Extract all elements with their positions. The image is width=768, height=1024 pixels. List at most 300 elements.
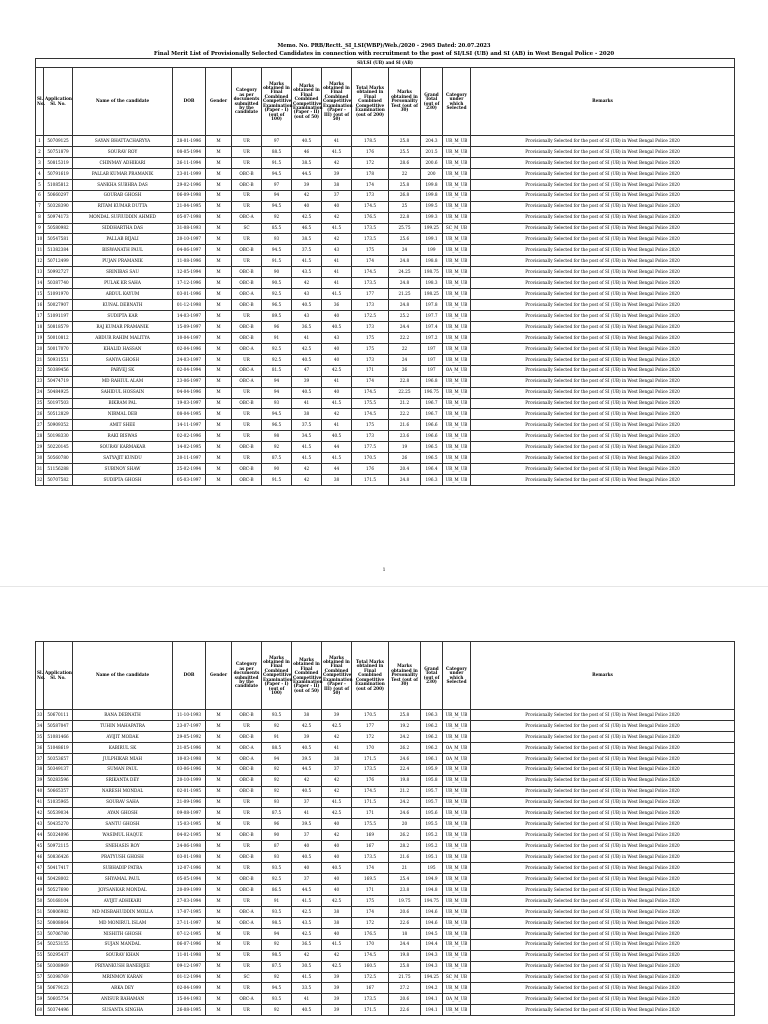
table-cell: 91.5 [262, 475, 292, 486]
table-cell: 196.3 [421, 475, 443, 486]
table-cell: 38 [292, 409, 322, 420]
table-row [36, 753, 735, 764]
table-row [36, 830, 735, 841]
table-cell: 173.5 [352, 852, 389, 863]
table-cell: 41 [322, 267, 352, 278]
table-cell: 05-07-1998 [173, 212, 206, 223]
table-row [36, 819, 735, 830]
table-cell: 167 [352, 841, 389, 852]
table-cell: 169 [352, 830, 389, 841]
table-row [36, 906, 735, 917]
merit-list-table [35, 641, 735, 1016]
table-cell: 44.5 [292, 885, 322, 896]
table-cell: 11-10-1993 [173, 710, 206, 721]
table-cell: M [206, 972, 232, 983]
table-cell: Provisionally Selected for the post of SI (UB) in West Bengal Police 2020 [471, 753, 735, 764]
table-cell: 38 [322, 753, 352, 764]
table-cell: UR_M_UB [443, 234, 471, 245]
table-cell: 27.2 [389, 983, 421, 994]
table-cell: UR_M_UB [443, 136, 471, 147]
table-cell: 50815319 [44, 157, 73, 168]
table-cell: 175.5 [352, 819, 389, 830]
table-cell: UR_M_UB [443, 983, 471, 994]
table-row [36, 453, 735, 464]
table-cell: 97 [262, 179, 292, 190]
table-cell: 24-06-1998 [173, 841, 206, 852]
table-cell: UR [232, 146, 262, 157]
table-cell: 94.5 [262, 983, 292, 994]
table-cell: M [206, 917, 232, 928]
column-header: Category under which Selected [443, 642, 471, 710]
table-cell: 25 [389, 201, 421, 212]
table-cell: 31 [36, 464, 44, 475]
table-cell: 04-06-1997 [173, 245, 206, 256]
table-cell: 50836426 [44, 852, 73, 863]
table-row [36, 464, 735, 475]
table-cell: 176 [352, 146, 389, 157]
table-cell: 173 [352, 190, 389, 201]
table-cell: SUJAN MANDAL [73, 939, 173, 950]
table-cell: 196.6 [421, 420, 443, 431]
table-cell: 02-01-1995 [173, 786, 206, 797]
table-cell: OBC-B [232, 852, 262, 863]
table-cell: Provisionally Selected for the post of SI (UB) in West Bengal Police 2020 [471, 764, 735, 775]
table-cell: 07-12-1995 [173, 928, 206, 939]
table-cell: KABIRUL SK [73, 742, 173, 753]
table-cell: UR_M_UB [443, 950, 471, 961]
table-cell: Provisionally Selected for the post of SI (UB) in West Bengal Police 2020 [471, 475, 735, 486]
table-row [36, 797, 735, 808]
column-header: DOB [173, 68, 206, 136]
table-cell: Provisionally Selected for the post of SI (UB) in West Bengal Police 2020 [471, 895, 735, 906]
table-row [36, 343, 735, 354]
table-group-header: SI/LSI (UB) and SI (AB) [36, 59, 735, 68]
table-cell: SAYAN BHATTACHARYYA [73, 136, 173, 147]
table-cell: M [206, 475, 232, 486]
table-row [36, 885, 735, 896]
table-cell: PALLAB KUMAR PRAMANIK [73, 168, 173, 179]
table-cell: NIRMAL DEB [73, 409, 173, 420]
table-cell: 196.6 [421, 431, 443, 442]
table-cell: OBC-B [232, 442, 262, 453]
table-cell: NARESH MONDAL [73, 786, 173, 797]
table-cell: UR [232, 431, 262, 442]
table-cell: Provisionally Selected for the post of SI (UB) in West Bengal Police 2020 [471, 961, 735, 972]
table-cell: 174 [352, 179, 389, 190]
table-cell: 178 [352, 168, 389, 179]
table-cell: 14-02-1995 [173, 442, 206, 453]
table-cell: 87 [262, 841, 292, 852]
table-cell: 29 [36, 442, 44, 453]
table-cell: Provisionally Selected for the post of SI (UB) in West Bengal Police 2020 [471, 906, 735, 917]
table-cell: 25.4 [389, 874, 421, 885]
table-cell: 43 [36, 819, 44, 830]
table-cell: 92.5 [262, 289, 292, 300]
table-cell: 194.4 [421, 939, 443, 950]
column-header: Grand Total (out of 230) [421, 68, 443, 136]
table-cell: Provisionally Selected for the post of SI (UB) in West Bengal Police 2020 [471, 300, 735, 311]
table-cell: M [206, 365, 232, 376]
table-cell: UR [232, 819, 262, 830]
table-cell: 40.5 [292, 852, 322, 863]
table-cell: M [206, 168, 232, 179]
table-cell: 42 [322, 775, 352, 786]
table-cell: 10 [36, 234, 44, 245]
column-header: Name of the candidate [73, 642, 173, 710]
table-cell: UR [232, 201, 262, 212]
table-cell: M [206, 939, 232, 950]
table-cell: 40.5 [322, 863, 352, 874]
table-cell: 196.7 [421, 398, 443, 409]
table-cell: M [206, 874, 232, 885]
table-cell: 20.6 [389, 994, 421, 1005]
table-cell: M [206, 136, 232, 147]
table-cell: 50818579 [44, 321, 73, 332]
table-cell: 92.5 [262, 874, 292, 885]
table-cell: 50587047 [44, 720, 73, 731]
table-row [36, 720, 735, 731]
table-cell: 21 [36, 354, 44, 365]
table-cell: 174 [352, 256, 389, 267]
table-cell: 170 [352, 939, 389, 950]
table-cell: Provisionally Selected for the post of SI (UB) in West Bengal Police 2020 [471, 950, 735, 961]
table-cell: M [206, 852, 232, 863]
table-cell: TUHIN MAHAPATRA [73, 720, 173, 731]
table-cell: 02-04-1994 [173, 365, 206, 376]
table-cell: 42.5 [292, 928, 322, 939]
table-row [36, 212, 735, 223]
table-cell: 94 [262, 753, 292, 764]
table-cell: OBC-B [232, 168, 262, 179]
table-cell: 177 [352, 720, 389, 731]
table-cell: 41.5 [322, 939, 352, 950]
table-cell: 60 [36, 1005, 44, 1016]
table-row [36, 939, 735, 950]
table-cell: 173.5 [352, 223, 389, 234]
table-cell: 197.7 [421, 311, 443, 322]
table-row [36, 136, 735, 147]
table-cell: OBC-A [232, 343, 262, 354]
table-cell: 58 [36, 983, 44, 994]
table-cell: 3 [36, 157, 44, 168]
table-cell: UR_M_UB [443, 808, 471, 819]
table-cell: 51091970 [44, 289, 73, 300]
table-cell: 40 [322, 885, 352, 896]
table-row [36, 950, 735, 961]
table-cell: 41.5 [322, 453, 352, 464]
table-cell: UR [232, 1005, 262, 1016]
table-cell: UR [232, 961, 262, 972]
table-cell: OA_M_UB [443, 753, 471, 764]
table-cell: 197 [421, 343, 443, 354]
table-cell: 50283596 [44, 775, 73, 786]
table-cell: UR_M_UB [443, 201, 471, 212]
table-cell: Provisionally Selected for the post of SI (UB) in West Bengal Police 2020 [471, 332, 735, 343]
table-cell: 11-08-1996 [173, 256, 206, 267]
table-cell: 23.8 [389, 885, 421, 896]
table-cell: 25 [36, 398, 44, 409]
table-cell: Provisionally Selected for the post of SI (UB) in West Bengal Police 2020 [471, 179, 735, 190]
table-cell: 25.8 [389, 179, 421, 190]
table-cell: Provisionally Selected for the post of SI (UB) in West Bengal Police 2020 [471, 201, 735, 212]
table-cell: Provisionally Selected for the post of SI (UB) in West Bengal Police 2020 [471, 464, 735, 475]
table-cell: 50398769 [44, 972, 73, 983]
table-cell: 50417417 [44, 863, 73, 874]
table-cell: 24 [389, 245, 421, 256]
table-cell: 08-04-1995 [173, 409, 206, 420]
table-cell: AVIJIT MODAK [73, 731, 173, 742]
table-cell: M [206, 245, 232, 256]
table-cell: 195.7 [421, 786, 443, 797]
table-cell: 42 [292, 775, 322, 786]
table-cell: 196.2 [421, 731, 443, 742]
table-cell: OBC-B [232, 332, 262, 343]
table-cell: OBC-A [232, 994, 262, 1005]
table-cell: 27-11-1997 [173, 917, 206, 928]
column-header: Marks obtained in Final Combined Competitive Examination (Paper - I) (out of 100) [262, 642, 292, 710]
table-cell: 93.5 [262, 906, 292, 917]
table-cell: 92.5 [262, 354, 292, 365]
table-cell: 33.5 [292, 983, 322, 994]
table-cell: UR_M_UB [443, 442, 471, 453]
table-cell: SUSANTA SINGHA [73, 1005, 173, 1016]
table-cell: UR [232, 720, 262, 731]
table-cell: 89.5 [262, 311, 292, 322]
table-cell: 173 [352, 321, 389, 332]
table-cell: 199.8 [421, 190, 443, 201]
table-cell: UR [232, 136, 262, 147]
table-cell: UR_M_UB [443, 409, 471, 420]
table-cell: 20 [36, 343, 44, 354]
table-cell: ARKA DEY [73, 983, 173, 994]
table-cell: 4 [36, 168, 44, 179]
table-cell: UR [232, 863, 262, 874]
table-cell: SOURAV SAHA [73, 797, 173, 808]
table-cell: 26 [389, 365, 421, 376]
table-cell: 175.5 [352, 398, 389, 409]
table-cell: 43 [322, 332, 352, 343]
table-cell: 196.8 [421, 376, 443, 387]
table-cell: 08-05-1994 [173, 146, 206, 157]
table-cell: 41 [322, 136, 352, 147]
table-cell: 42.5 [322, 961, 352, 972]
memo-line: Memo. No. PRB/Rectt._SI_LSI(WBP)/Web./2020 - 2965 Dated: 20.07.2023 [277, 43, 491, 49]
table-cell: 42 [322, 212, 352, 223]
table-cell: 50324096 [44, 830, 73, 841]
table-cell: 25.8 [389, 961, 421, 972]
table-cell: 23 [36, 376, 44, 387]
table-cell: 51091197 [44, 311, 73, 322]
column-header: Grand Total (out of 230) [421, 642, 443, 710]
table-cell: OBC-B [232, 885, 262, 896]
table-cell: 20-10-1999 [173, 775, 206, 786]
table-cell: UR_M_UB [443, 961, 471, 972]
table-cell: 195.5 [421, 819, 443, 830]
table-cell: 50253155 [44, 939, 73, 950]
table-cell: 171 [352, 885, 389, 896]
table-cell: 92 [262, 786, 292, 797]
table-cell: Provisionally Selected for the post of SI (UB) in West Bengal Police 2020 [471, 245, 735, 256]
table-cell: 40 [322, 354, 352, 365]
table-cell: 41.5 [292, 972, 322, 983]
table-cell: 16 [36, 300, 44, 311]
table-cell: 50974173 [44, 212, 73, 223]
table-cell: 17 [36, 311, 44, 322]
table-cell: 01-12-1994 [173, 972, 206, 983]
table-cell: 39 [322, 168, 352, 179]
table-cell: M [206, 387, 232, 398]
table-cell: M [206, 950, 232, 961]
table-cell: 51081466 [44, 731, 73, 742]
table-cell: 90 [262, 830, 292, 841]
table-cell: 94.5 [262, 245, 292, 256]
table-cell: 50972115 [44, 841, 73, 852]
table-cell: 24.4 [389, 939, 421, 950]
table-cell: UR_M_UB [443, 376, 471, 387]
table-cell: Provisionally Selected for the post of SI (UB) in West Bengal Police 2020 [471, 852, 735, 863]
column-header: Total Marks obtained in Final Combined Competitive Examination (out of 200) [352, 68, 389, 136]
table-cell: 50706780 [44, 928, 73, 939]
table-cell: 199.8 [421, 179, 443, 190]
table-cell: 47 [292, 365, 322, 376]
table-row [36, 764, 735, 775]
table-cell: SOURAV ROY [73, 146, 173, 157]
table-cell: Provisionally Selected for the post of SI (UB) in West Bengal Police 2020 [471, 928, 735, 939]
table-row [36, 852, 735, 863]
table-cell: 40.5 [322, 321, 352, 332]
table-row [36, 786, 735, 797]
table-cell: SANTU GHOSH [73, 819, 173, 830]
table-cell: 93.5 [262, 710, 292, 721]
table-cell: UR [232, 256, 262, 267]
table-cell: SUDIPTA KAR [73, 311, 173, 322]
table-cell: 25.8 [389, 710, 421, 721]
table-cell: 50474719 [44, 376, 73, 387]
table-cell: 201.5 [421, 146, 443, 157]
table-cell: Provisionally Selected for the post of SI (UB) in West Bengal Police 2020 [471, 731, 735, 742]
table-cell: 42.5 [292, 720, 322, 731]
table-cell: 28.6 [389, 157, 421, 168]
table-cell: M [206, 786, 232, 797]
table-cell: 47 [36, 863, 44, 874]
table-cell: 50017070 [44, 343, 73, 354]
table-cell: OBC-B [232, 321, 262, 332]
table-row [36, 321, 735, 332]
table-cell: 86.5 [262, 885, 292, 896]
table-cell: 194.9 [421, 874, 443, 885]
table-cell: 94 [262, 928, 292, 939]
table-cell: 27 [36, 420, 44, 431]
table-cell: 41.5 [292, 895, 322, 906]
table-cell: Provisionally Selected for the post of SI (UB) in West Bengal Police 2020 [471, 863, 735, 874]
table-cell: 198.25 [421, 289, 443, 300]
table-cell: UR_M_UB [443, 917, 471, 928]
table-row [36, 895, 735, 906]
table-cell: 178.5 [352, 136, 389, 147]
table-cell: 21-04-1995 [173, 201, 206, 212]
table-cell: 51048619 [44, 742, 73, 753]
table-cell: 173.5 [352, 764, 389, 775]
table-cell: M [206, 157, 232, 168]
table-cell: 175 [352, 420, 389, 431]
table-cell: UR_M_UB [443, 256, 471, 267]
table-cell: 94.5 [262, 168, 292, 179]
table-cell: 39 [322, 1005, 352, 1016]
table-cell: 42 [292, 950, 322, 961]
table-row [36, 917, 735, 928]
table-row [36, 409, 735, 420]
table-cell: SHYAMAL PAUL [73, 874, 173, 885]
table-cell: 41.5 [322, 797, 352, 808]
table-cell: UR_M_UB [443, 245, 471, 256]
table-cell: 18 [389, 928, 421, 939]
table-cell: UR_M_UB [443, 895, 471, 906]
table-cell: 24.8 [389, 256, 421, 267]
table-cell: Provisionally Selected for the post of SI (UB) in West Bengal Police 2020 [471, 983, 735, 994]
table-cell: 198.8 [421, 256, 443, 267]
table-cell: 19.8 [389, 950, 421, 961]
table-cell: RAJ KUMAR PRAMANIK [73, 321, 173, 332]
table-cell: 02-02-1996 [173, 431, 206, 442]
table-cell: 26.2 [389, 742, 421, 753]
table-row [36, 332, 735, 343]
table-cell: UR_M_UB [443, 852, 471, 863]
table-cell: 93 [262, 797, 292, 808]
table-cell: 175 [352, 895, 389, 906]
table-cell: 92.5 [262, 343, 292, 354]
column-header: Category under which Selected [443, 68, 471, 136]
table-body [36, 710, 735, 1016]
table-cell: 50308969 [44, 961, 73, 972]
table-cell: 12-05-1994 [173, 267, 206, 278]
table-cell: 51 [36, 906, 44, 917]
table-cell: 194.1 [421, 1005, 443, 1016]
table-cell: 92 [262, 720, 292, 731]
table-cell: SUDIPTA GHOSH [73, 475, 173, 486]
table-cell: 172 [352, 731, 389, 742]
table-cell: SRINIBAS SAU [73, 267, 173, 278]
table-cell: 12 [36, 256, 44, 267]
table-cell: MD MONIRUL ISLAM [73, 917, 173, 928]
table-cell: 98 [262, 431, 292, 442]
table-cell: 35 [36, 731, 44, 742]
table-cell: RITAM KUMAR DUTTA [73, 201, 173, 212]
column-header: Sl. No. [36, 68, 44, 136]
table-cell: UR_M_UB [443, 475, 471, 486]
table-cell: 196.5 [421, 453, 443, 464]
table-cell: 20-09-1999 [173, 885, 206, 896]
table-cell: 39 [292, 731, 322, 742]
table-cell: 199.1 [421, 234, 443, 245]
table-cell: 173.5 [352, 994, 389, 1005]
table-cell: OBC-B [232, 775, 262, 786]
table-cell: 198.75 [421, 267, 443, 278]
table-cell: 51156288 [44, 464, 73, 475]
table-cell: 197.2 [421, 332, 443, 343]
table-cell: 26 [389, 453, 421, 464]
table-cell: 50328390 [44, 201, 73, 212]
table-row [36, 775, 735, 786]
table-cell: 22 [389, 168, 421, 179]
table-cell: M [206, 841, 232, 852]
table-cell: 26 [36, 409, 44, 420]
table-cell: UR_M_UB [443, 874, 471, 885]
table-cell: 04-04-1996 [173, 387, 206, 398]
table-cell: JULPHIKAR MIAH [73, 753, 173, 764]
table-cell: 197.8 [421, 300, 443, 311]
table-cell: 94 [262, 387, 292, 398]
table-cell: UR [232, 420, 262, 431]
